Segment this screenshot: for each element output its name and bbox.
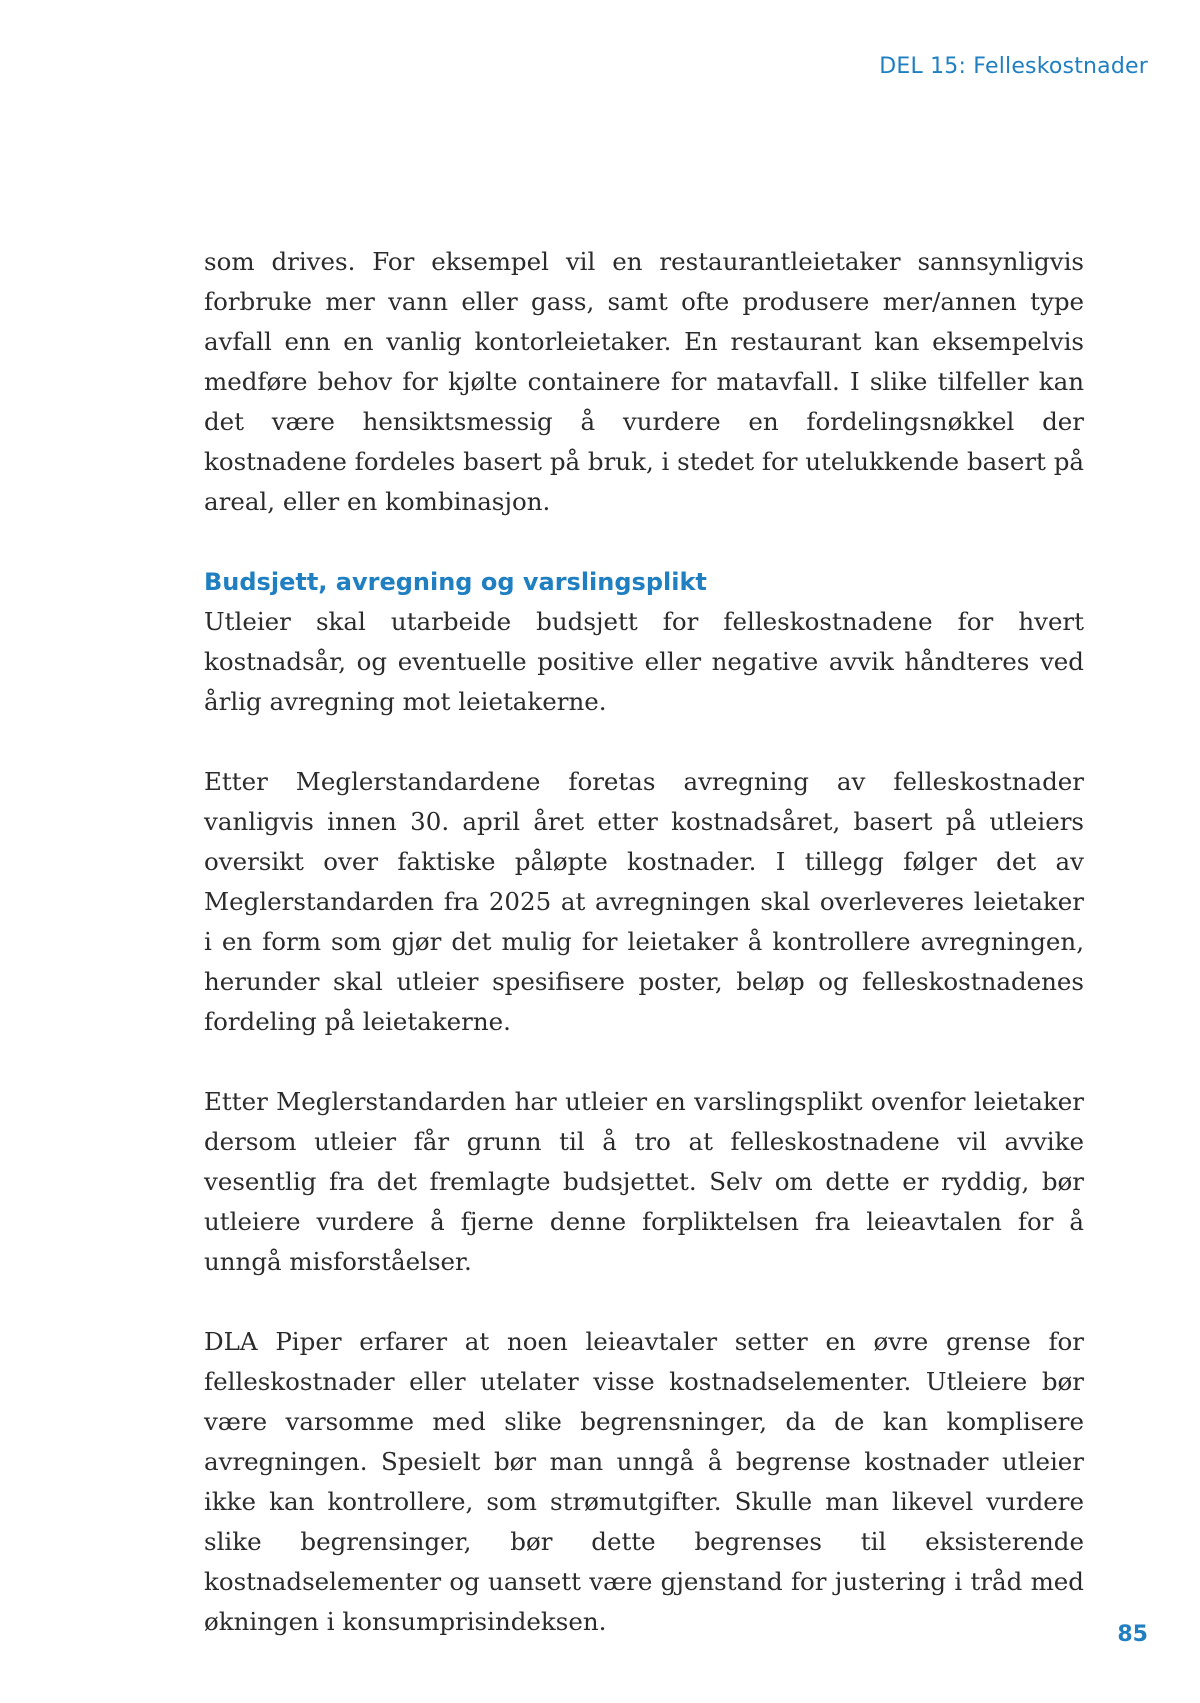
page-number: 85 [1117,1622,1148,1647]
body-paragraph-2: Utleier skal utarbeide budsjett for felleskostnadene for hvert kostnadsår, og eventuelle positive eller negative avvik håndteres ved årlig avregning mot leietakerne. [204,607,1084,716]
page-body [204,242,1084,1682]
body-paragraph-1: som drives. For eksempel vil en restaurantleietaker sannsynligvis forbruke mer vann eller gass, samt ofte produsere mer/annen type avfall enn en vanlig kontorleietaker. En restaurant kan eksempelvis medføre behov for kjølte containere for matavfall. I slike tilfeller kan det være hensiktsmessig å vurdere en fordelingsnøkkel der kostnadene fordeles basert på bruk, i stedet for utelukkende basert på areal, eller en kombinasjon. [204,247,1084,516]
body-paragraph-3: Etter Meglerstandardene foretas avregning av felleskostnader vanligvis innen 30. april året etter kostnadsåret, basert på utleiers oversikt over faktiske påløpte kostnader. I tillegg følger det av Meglerstandarden fra 2025 at avregningen skal overleveres leietaker i en form som gjør det mulig for leietaker å kontrollere avregningen, herunder skal utleier spesifisere poster, beløp og felleskostnadenes fordeling på leietakerne. [204,767,1084,1036]
section-heading: Budsjett, avregning og varslingsplikt [204,568,707,596]
body-paragraph-5: DLA Piper erfarer at noen leieavtaler setter en øvre grense for felleskostnader eller utelater visse kostnadselementer. Utleiere bør være varsomme med slike begrensninger, da de kan komplisere avregningen. Spesielt bør man unngå å begrense kostnader utleier ikke kan kontrollere, som strømutgifter. Skulle man likevel vurdere slike begrensinger, bør dette begrenses til eksisterende kostnadselementer og uansett være gjenstand for justering i tråd med økningen i konsumprisindeksen. [204,1327,1084,1636]
body-paragraph-4: Etter Meglerstandarden har utleier en varslingsplikt ovenfor leietaker dersom utleier får grunn til å tro at felleskostnadene vil avvike vesentlig fra det fremlagte budsjettet. Selv om dette er ryddig, bør utleiere vurdere å fjerne denne forpliktelsen fra leieavtalen for å unngå misforståelser. [204,1087,1084,1276]
running-header: DEL 15: Felleskostnader [879,54,1148,79]
